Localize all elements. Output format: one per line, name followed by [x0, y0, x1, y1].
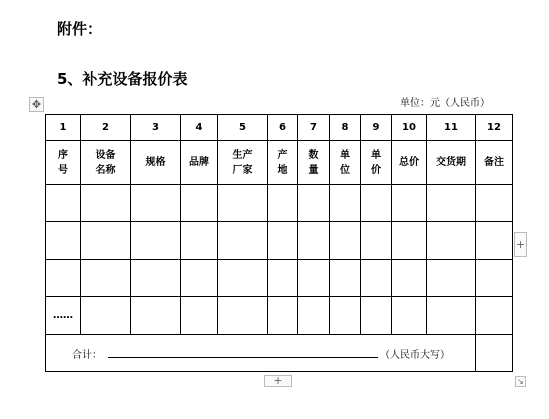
column-number: 11: [427, 115, 476, 141]
column-number: 3: [131, 115, 181, 141]
table-cell[interactable]: [81, 222, 131, 260]
column-number: 10: [392, 115, 427, 141]
table-cell[interactable]: [268, 297, 298, 335]
table-cell[interactable]: [46, 185, 81, 222]
table-row: [46, 222, 513, 260]
table-cell[interactable]: [131, 260, 181, 297]
table-cell[interactable]: [81, 260, 131, 297]
table-cell[interactable]: [330, 222, 361, 260]
total-label: 合计：: [72, 349, 102, 361]
column-number: 9: [361, 115, 392, 141]
total-amount-line[interactable]: [108, 348, 378, 358]
quotation-table: [45, 114, 513, 372]
table-cell[interactable]: [268, 185, 298, 222]
section-title: 5、补充设备报价表: [57, 70, 188, 88]
table-cell[interactable]: [476, 335, 513, 372]
table-cell[interactable]: [476, 222, 513, 260]
table-resize-handle-icon[interactable]: ↘: [515, 376, 526, 387]
header-manufacturer[interactable]: 生产厂家: [218, 141, 268, 185]
table-row: [46, 297, 513, 335]
table-cell[interactable]: [330, 297, 361, 335]
add-row-icon[interactable]: +: [264, 375, 292, 387]
table-cell[interactable]: [330, 185, 361, 222]
unit-note: 单位：元（人民币）: [400, 98, 490, 109]
table-cell[interactable]: [361, 260, 392, 297]
table-cell[interactable]: [476, 260, 513, 297]
ellipsis-cell[interactable]: ……: [46, 297, 81, 335]
header-origin[interactable]: 产地: [268, 141, 298, 185]
table-cell[interactable]: [298, 222, 330, 260]
table-cell[interactable]: [392, 222, 427, 260]
header-row: [46, 141, 513, 185]
table-row: [46, 260, 513, 297]
table-cell[interactable]: [131, 297, 181, 335]
table-cell[interactable]: [298, 185, 330, 222]
table-cell[interactable]: [181, 297, 218, 335]
table-cell[interactable]: [476, 297, 513, 335]
table-cell[interactable]: [361, 185, 392, 222]
table-cell[interactable]: [427, 260, 476, 297]
table-cell[interactable]: [268, 222, 298, 260]
total-row: [46, 335, 513, 372]
table-cell[interactable]: [218, 222, 268, 260]
table-cell[interactable]: [392, 297, 427, 335]
table-cell[interactable]: [298, 260, 330, 297]
total-cell[interactable]: [46, 335, 476, 372]
total-suffix: （人民币大写）: [380, 349, 450, 361]
header-delivery-period[interactable]: 交货期: [427, 141, 476, 185]
table-cell[interactable]: [81, 297, 131, 335]
attachment-label: 附件：: [57, 20, 103, 38]
table-cell[interactable]: [46, 260, 81, 297]
table-cell[interactable]: [46, 222, 81, 260]
column-number: 7: [298, 115, 330, 141]
column-number: 4: [181, 115, 218, 141]
header-specification[interactable]: 规格: [131, 141, 181, 185]
table-cell[interactable]: [218, 185, 268, 222]
table-cell[interactable]: [330, 260, 361, 297]
table-cell[interactable]: [392, 185, 427, 222]
header-equipment-name[interactable]: 设备名称: [81, 141, 131, 185]
column-number: 8: [330, 115, 361, 141]
table-row: [46, 185, 513, 222]
header-unit[interactable]: 单位: [330, 141, 361, 185]
table-cell[interactable]: [268, 260, 298, 297]
column-number: 1: [46, 115, 81, 141]
table-cell[interactable]: [131, 222, 181, 260]
column-number: 12: [476, 115, 513, 141]
table-cell[interactable]: [392, 260, 427, 297]
column-number: 6: [268, 115, 298, 141]
table-move-handle-icon[interactable]: ✥: [29, 97, 44, 112]
table-cell[interactable]: [298, 297, 330, 335]
table-cell[interactable]: [427, 297, 476, 335]
header-serial-no[interactable]: 序号: [46, 141, 81, 185]
table-cell[interactable]: [427, 222, 476, 260]
table-cell[interactable]: [361, 297, 392, 335]
column-number-row: [46, 115, 513, 141]
column-number: 5: [218, 115, 268, 141]
table-cell[interactable]: [361, 222, 392, 260]
column-number: 2: [81, 115, 131, 141]
table-cell[interactable]: [181, 185, 218, 222]
header-remarks[interactable]: 备注: [476, 141, 513, 185]
table-cell[interactable]: [81, 185, 131, 222]
table-cell[interactable]: [427, 185, 476, 222]
table-cell[interactable]: [181, 260, 218, 297]
header-total-price[interactable]: 总价: [392, 141, 427, 185]
add-column-icon[interactable]: +: [514, 232, 527, 257]
header-brand[interactable]: 品牌: [181, 141, 218, 185]
table-cell[interactable]: [181, 222, 218, 260]
header-unit-price[interactable]: 单价: [361, 141, 392, 185]
table-cell[interactable]: [131, 185, 181, 222]
table-cell[interactable]: [476, 185, 513, 222]
table-cell[interactable]: [218, 297, 268, 335]
header-quantity[interactable]: 数量: [298, 141, 330, 185]
table-cell[interactable]: [218, 260, 268, 297]
